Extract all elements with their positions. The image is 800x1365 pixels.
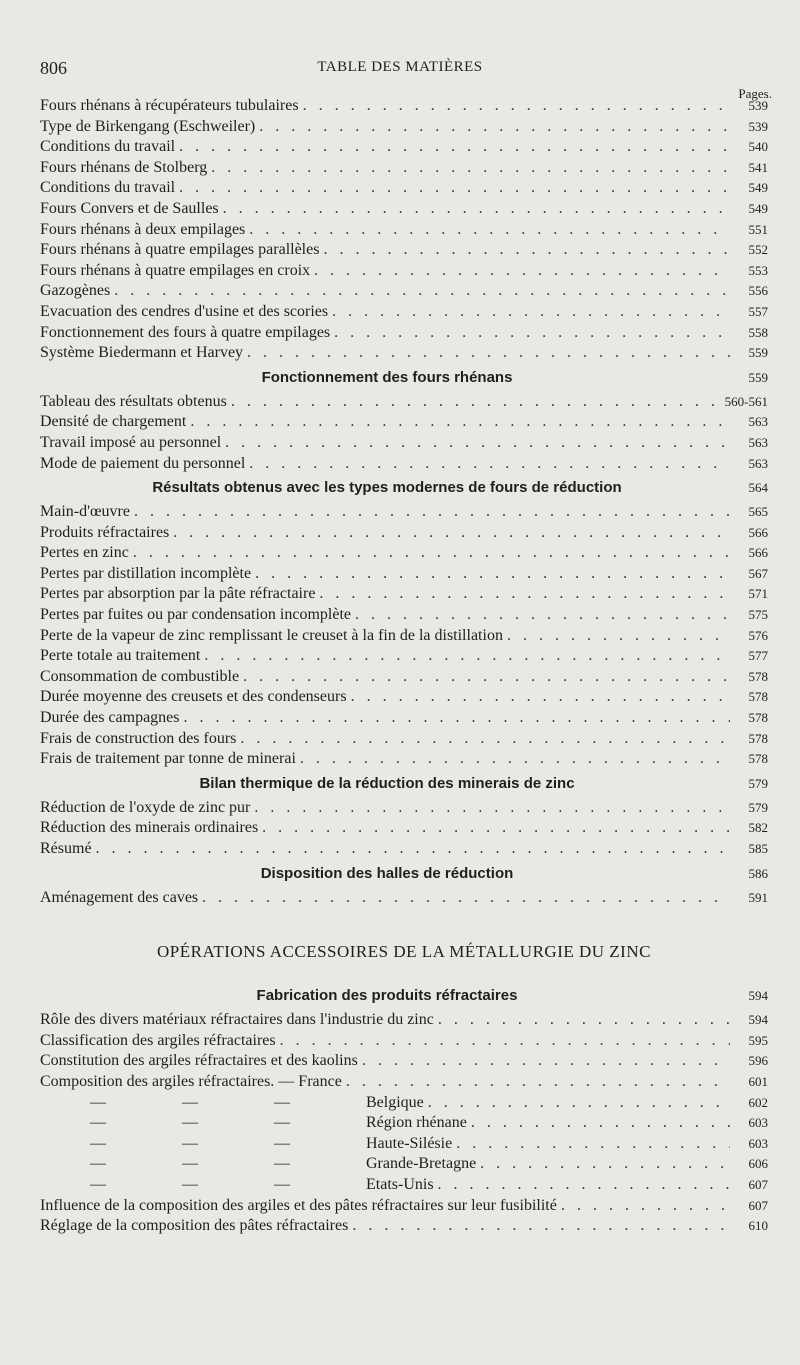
- dot-leader: [355, 605, 730, 626]
- entry-page: 565: [748, 504, 768, 520]
- entry-title: Haute-Silésie: [366, 1134, 453, 1152]
- entry-title: Fours rhénans à deux empilages: [40, 220, 246, 238]
- running-header: TABLE DES MATIÈRES: [317, 59, 483, 75]
- dot-leader: [223, 199, 730, 220]
- section-heading: [40, 364, 768, 392]
- entry-title: Résumé: [40, 840, 92, 857]
- toc-entry: [40, 158, 768, 179]
- toc-entry: [40, 137, 768, 158]
- ditto-mark: —: [90, 1155, 106, 1173]
- toc-entry: [40, 1154, 768, 1175]
- section-heading: [40, 474, 768, 502]
- dot-leader: [173, 523, 730, 544]
- entry-page: 563: [748, 434, 768, 450]
- entry-page: 566: [748, 524, 768, 540]
- entry-page: 610: [748, 1218, 768, 1234]
- entry-page: 603: [748, 1135, 768, 1151]
- dot-leader: [114, 281, 730, 302]
- entry-page: 549: [748, 180, 768, 196]
- ditto-mark: —: [274, 1175, 290, 1193]
- entry-title: Influence de la composition des argiles et des pâtes réfractaires sur leur fusibilité: [40, 1196, 557, 1214]
- dot-leader: [280, 1031, 730, 1052]
- entry-title: Région rhénane: [366, 1114, 467, 1132]
- entry-title: Belgique: [366, 1093, 424, 1111]
- toc-group: [40, 1196, 768, 1237]
- entry-page: 578: [748, 710, 768, 726]
- entry-title: Durée moyenne des creusets et des condenseurs: [40, 688, 347, 706]
- dot-leader: [303, 96, 730, 117]
- toc-entry: [40, 888, 768, 909]
- toc-entry: [40, 1031, 768, 1052]
- toc-entry: [40, 626, 768, 647]
- ditto-mark: —: [90, 1093, 106, 1111]
- entry-title: Constitution des argiles réfractaires et des kaolins: [40, 1052, 358, 1070]
- section-page: 594: [748, 988, 768, 1004]
- ditto-mark: —: [182, 1175, 198, 1193]
- entry-page: 577: [748, 648, 768, 664]
- section-page: 559: [748, 369, 768, 385]
- toc-entry: [40, 1175, 768, 1196]
- dot-leader: [438, 1175, 730, 1196]
- entry-page: 541: [748, 159, 768, 175]
- entry-title: Fours rhénans à récupérateurs tubulaires: [40, 97, 299, 114]
- entry-page: 585: [748, 841, 768, 856]
- dot-leader: [249, 454, 730, 475]
- entry-page: 560-561: [724, 393, 768, 409]
- page-number: 806: [40, 58, 67, 78]
- dot-leader: [204, 646, 730, 667]
- toc-entry: [40, 433, 768, 454]
- toc-entry: [40, 199, 768, 220]
- entry-page: 540: [748, 139, 768, 155]
- dot-leader: [247, 343, 730, 364]
- dot-leader: [243, 667, 730, 688]
- dot-leader: [231, 392, 721, 413]
- toc-group: [40, 502, 768, 770]
- section-title: Disposition des halles de réduction: [260, 864, 514, 882]
- toc-entry: [40, 1113, 768, 1134]
- toc-entry: [40, 584, 768, 605]
- toc-entry: [40, 281, 768, 302]
- ditto-mark: —: [274, 1114, 290, 1132]
- toc-entry: [40, 302, 768, 323]
- table-of-contents: [40, 96, 768, 1237]
- toc-entry: [40, 749, 768, 770]
- entry-title: Etats-Unis: [366, 1175, 434, 1193]
- dot-leader: [471, 1113, 730, 1134]
- ditto-marks: [40, 1093, 366, 1114]
- entry-title: Produits réfractaires: [40, 523, 170, 541]
- toc-entry: [40, 1134, 768, 1155]
- toc-entry: [40, 240, 768, 261]
- dot-leader: [300, 749, 730, 770]
- entry-title: Frais de traitement par tonne de minerai: [40, 750, 296, 768]
- section-page: 586: [748, 865, 768, 881]
- toc-entry: [40, 605, 768, 626]
- entry-page: 578: [748, 751, 768, 767]
- toc-entry: [40, 839, 768, 860]
- entry-page: 578: [748, 668, 768, 684]
- ditto-marks: [40, 1134, 366, 1155]
- entry-title: Gazogènes: [40, 282, 111, 300]
- entry-page: 575: [748, 607, 768, 623]
- entry-title: Réduction de l'oxyde de zinc pur: [40, 798, 251, 816]
- entry-title: Tableau des résultats obtenus: [40, 392, 227, 410]
- dot-leader: [259, 117, 730, 138]
- entry-page: 552: [748, 242, 768, 258]
- entry-title: Réglage de la composition des pâtes réfractaires: [40, 1217, 349, 1235]
- entry-title: Densité de chargement: [40, 413, 187, 431]
- ditto-marks: [40, 1113, 366, 1134]
- dot-leader: [262, 818, 730, 839]
- entry-title: Conditions du travail: [40, 179, 176, 197]
- section-title: Résultats obtenus avec les types modernes de fours de réduction: [152, 479, 622, 497]
- entry-page: 563: [748, 414, 768, 430]
- ditto-mark: —: [182, 1114, 198, 1132]
- section-title: Bilan thermique de la réduction des minerais de zinc: [199, 774, 575, 792]
- toc-group: [40, 798, 768, 860]
- entry-title: Classification des argiles réfractaires: [40, 1031, 276, 1049]
- toc-entry: [40, 343, 768, 364]
- entry-page: 594: [748, 1012, 768, 1028]
- entry-page: 559: [748, 345, 768, 361]
- dot-leader: [179, 137, 730, 158]
- toc-entry: [40, 502, 768, 523]
- dot-leader: [428, 1093, 730, 1114]
- entry-page: 578: [748, 689, 768, 705]
- entry-page: 602: [748, 1094, 768, 1110]
- dot-leader: [133, 543, 730, 564]
- dot-leader: [346, 1072, 730, 1093]
- entry-title: Evacuation des cendres d'usine et des scories: [40, 302, 329, 320]
- toc-group-ditto: [40, 1093, 768, 1196]
- entry-page: 582: [748, 820, 768, 836]
- toc-group: [40, 1010, 768, 1092]
- toc-entry: [40, 117, 768, 138]
- ditto-mark: —: [182, 1134, 198, 1152]
- entry-page: 595: [748, 1032, 768, 1048]
- toc-entry: [40, 818, 768, 839]
- toc-entry: [40, 412, 768, 433]
- toc-group: [40, 392, 768, 474]
- chapter-heading: OPÉRATIONS ACCESSOIRES DE LA MÉTALLURGIE DU ZINC: [157, 942, 651, 962]
- pages-column-label: Pages.: [738, 86, 772, 101]
- toc-entry: [40, 178, 768, 199]
- section-heading: [40, 982, 768, 1010]
- toc-entry: [40, 667, 768, 688]
- dot-leader: [96, 839, 730, 860]
- entry-title: Réduction des minerais ordinaires: [40, 819, 259, 837]
- section-page: 579: [748, 775, 768, 791]
- toc-entry: [40, 323, 768, 344]
- dot-leader: [319, 584, 730, 605]
- entry-title: Pertes par fuites ou par condensation incomplète: [40, 606, 352, 624]
- toc-group: [40, 96, 768, 364]
- entry-title: Fonctionnement des fours à quatre empilages: [40, 323, 331, 341]
- entry-page: 607: [748, 1176, 768, 1192]
- entry-title: Consommation de combustible: [40, 667, 240, 685]
- dot-leader: [362, 1051, 730, 1072]
- dot-leader: [134, 502, 730, 523]
- entry-title: Main-d'œuvre: [40, 503, 130, 521]
- dot-leader: [254, 798, 730, 819]
- entry-title: Fours Convers et de Saulles: [40, 199, 219, 217]
- dot-leader: [351, 687, 730, 708]
- ditto-mark: —: [90, 1114, 106, 1132]
- entry-title: Composition des argiles réfractaires. — France: [40, 1072, 342, 1090]
- entry-page: 539: [748, 98, 768, 113]
- toc-entry: [40, 798, 768, 819]
- dot-leader: [240, 729, 730, 750]
- ditto-mark: —: [90, 1175, 106, 1193]
- ditto-mark: —: [274, 1134, 290, 1152]
- entry-page: 566: [748, 545, 768, 561]
- toc-entry: [40, 1093, 768, 1114]
- section-heading: [40, 860, 768, 888]
- entry-title: Durée des campagnes: [40, 709, 180, 727]
- toc-entry: [40, 454, 768, 475]
- dot-leader: [352, 1216, 730, 1237]
- dot-leader: [456, 1134, 730, 1155]
- entry-title: Perte totale au traitement: [40, 647, 201, 665]
- entry-page: 539: [748, 118, 768, 134]
- entry-title: Travail imposé au personnel: [40, 433, 222, 451]
- section-title: Fonctionnement des fours rhénans: [261, 368, 513, 386]
- toc-entry: [40, 261, 768, 282]
- entry-title: Aménagement des caves: [40, 888, 199, 906]
- ditto-mark: —: [90, 1134, 106, 1152]
- toc-entry: [40, 1010, 768, 1031]
- entry-title: Perte de la vapeur de zinc remplissant le creuset à la fin de la distillation: [40, 626, 503, 644]
- dot-leader: [332, 302, 730, 323]
- dot-leader: [438, 1010, 730, 1031]
- toc-entry: [40, 96, 768, 117]
- toc-entry: [40, 543, 768, 564]
- entry-page: 558: [748, 324, 768, 340]
- dot-leader: [323, 240, 730, 261]
- dot-leader: [507, 626, 730, 647]
- dot-leader: [314, 261, 730, 282]
- ditto-mark: —: [182, 1155, 198, 1173]
- toc-entry: [40, 708, 768, 729]
- entry-title: Rôle des divers matériaux réfractaires dans l'industrie du zinc: [40, 1011, 434, 1029]
- entry-title: Frais de construction des fours: [40, 729, 237, 747]
- dot-leader: [561, 1196, 730, 1217]
- toc-entry: [40, 523, 768, 544]
- entry-page: 606: [748, 1156, 768, 1172]
- dot-leader: [184, 708, 731, 729]
- entry-page: 603: [748, 1115, 768, 1131]
- entry-title: Fours rhénans à quatre empilages en croix: [40, 261, 311, 279]
- dot-leader: [249, 220, 730, 241]
- dot-leader: [334, 323, 730, 344]
- entry-page: 601: [748, 1073, 768, 1089]
- entry-title: Fours rhénans à quatre empilages parallèles: [40, 241, 320, 259]
- toc-entry: [40, 1051, 768, 1072]
- dot-leader: [255, 564, 730, 585]
- section-page: 564: [748, 480, 768, 496]
- toc-entry: [40, 1072, 768, 1093]
- dot-leader: [211, 158, 730, 179]
- ditto-mark: —: [182, 1093, 198, 1111]
- entry-page: 549: [748, 200, 768, 216]
- ditto-mark: —: [274, 1155, 290, 1173]
- entry-page: 556: [748, 283, 768, 299]
- entry-page: 576: [748, 627, 768, 643]
- ditto-mark: —: [274, 1093, 290, 1111]
- dot-leader: [179, 178, 730, 199]
- toc-entry: [40, 564, 768, 585]
- entry-page: 551: [748, 221, 768, 237]
- entry-title: Fours rhénans de Stolberg: [40, 158, 208, 176]
- entry-title: Pertes par absorption par la pâte réfractaire: [40, 585, 316, 603]
- entry-title: Grande-Bretagne: [366, 1155, 477, 1173]
- toc-entry: [40, 687, 768, 708]
- entry-title: Pertes par distillation incomplète: [40, 564, 252, 582]
- toc-entry: [40, 220, 768, 241]
- section-heading: [40, 770, 768, 798]
- dot-leader: [202, 888, 730, 909]
- entry-page: 563: [748, 455, 768, 471]
- entry-page: 596: [748, 1053, 768, 1069]
- dot-leader: [480, 1154, 730, 1175]
- ditto-marks: [40, 1154, 366, 1175]
- dot-leader: [190, 412, 730, 433]
- toc-entry: [40, 1216, 768, 1237]
- entry-title: Mode de paiement du personnel: [40, 454, 246, 472]
- entry-page: 567: [748, 565, 768, 581]
- entry-page: 557: [748, 303, 768, 319]
- entry-page: 579: [748, 799, 768, 815]
- entry-page: 571: [748, 586, 768, 602]
- dot-leader: [225, 433, 730, 454]
- toc-entry: [40, 646, 768, 667]
- entry-page: 553: [748, 262, 768, 278]
- ditto-marks: [40, 1175, 366, 1196]
- toc-entry: [40, 729, 768, 750]
- toc-group: [40, 888, 768, 909]
- entry-page: 607: [748, 1197, 768, 1213]
- entry-page: 578: [748, 730, 768, 746]
- toc-entry: [40, 392, 768, 413]
- section-title: Fabrication des produits réfractaires: [256, 987, 518, 1005]
- entry-title: Type de Birkengang (Eschweiler): [40, 117, 256, 135]
- entry-page: 591: [748, 889, 768, 905]
- entry-title: Conditions du travail: [40, 138, 176, 156]
- entry-title: Pertes en zinc: [40, 544, 129, 562]
- entry-title: Système Biedermann et Harvey: [40, 344, 244, 362]
- toc-entry: [40, 1196, 768, 1217]
